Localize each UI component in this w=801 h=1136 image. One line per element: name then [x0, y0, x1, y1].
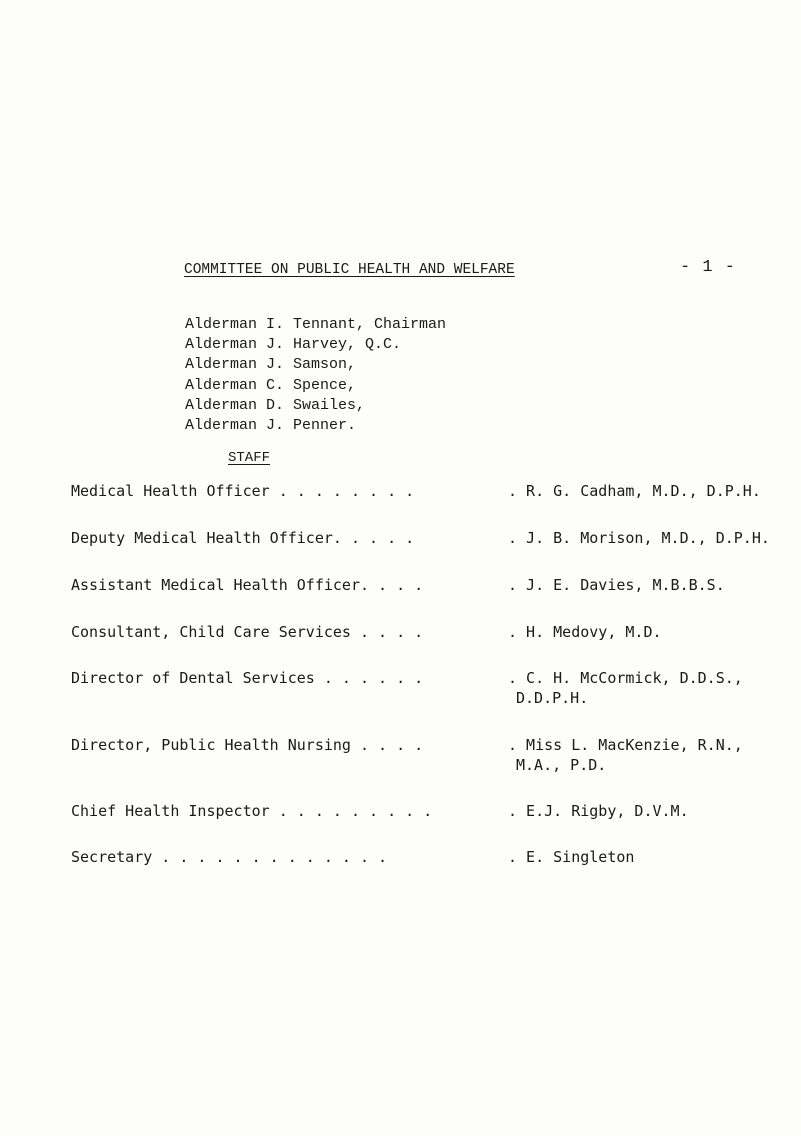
staff-holder-continuation: D.D.P.H. [516, 689, 589, 707]
staff-role: Chief Health Inspector . . . . . . . . . [71, 802, 433, 820]
member-item: Alderman I. Tennant, Chairman [185, 316, 447, 333]
staff-role: Consultant, Child Care Services . . . . [71, 623, 424, 641]
staff-holder: . E.J. Rigby, D.V.M. [508, 802, 689, 820]
committee-members-list [185, 315, 446, 436]
staff-holder: . C. H. McCormick, D.D.S., [508, 669, 743, 687]
member-item: Alderman J. Harvey, Q.C. [185, 336, 402, 354]
member-item: Alderman C. Spence, [185, 376, 357, 394]
member-item: Alderman J. Penner. [185, 416, 357, 434]
staff-holder: . H. Medovy, M.D. [508, 623, 662, 641]
committee-title: COMMITTEE ON PUBLIC HEALTH AND WELFARE [184, 262, 515, 278]
staff-holder: . J. E. Davies, M.B.B.S. [508, 576, 725, 594]
staff-role: Medical Health Officer . . . . . . . . [71, 482, 415, 500]
staff-role: Assistant Medical Health Officer. . . . [71, 576, 424, 594]
staff-role: Secretary . . . . . . . . . . . . . [71, 848, 388, 866]
staff-heading: STAFF [228, 450, 271, 466]
member-item: Alderman J. Samson, [185, 356, 357, 374]
staff-holder: . Miss L. MacKenzie, R.N., [508, 736, 743, 754]
staff-role: Director of Dental Services . . . . . . [71, 669, 424, 687]
staff-role: Director, Public Health Nursing . . . . [71, 736, 424, 754]
staff-role: Deputy Medical Health Officer. . . . . [71, 529, 415, 547]
staff-holder: . R. G. Cadham, M.D., D.P.H. [508, 482, 761, 500]
member-item: Alderman D. Swailes, [185, 396, 366, 414]
staff-holder: . E. Singleton [508, 848, 635, 866]
page-number: - 1 - [680, 258, 737, 277]
staff-holder-continuation: M.A., P.D. [516, 756, 607, 774]
staff-holder: . J. B. Morison, M.D., D.P.H. [508, 529, 770, 547]
